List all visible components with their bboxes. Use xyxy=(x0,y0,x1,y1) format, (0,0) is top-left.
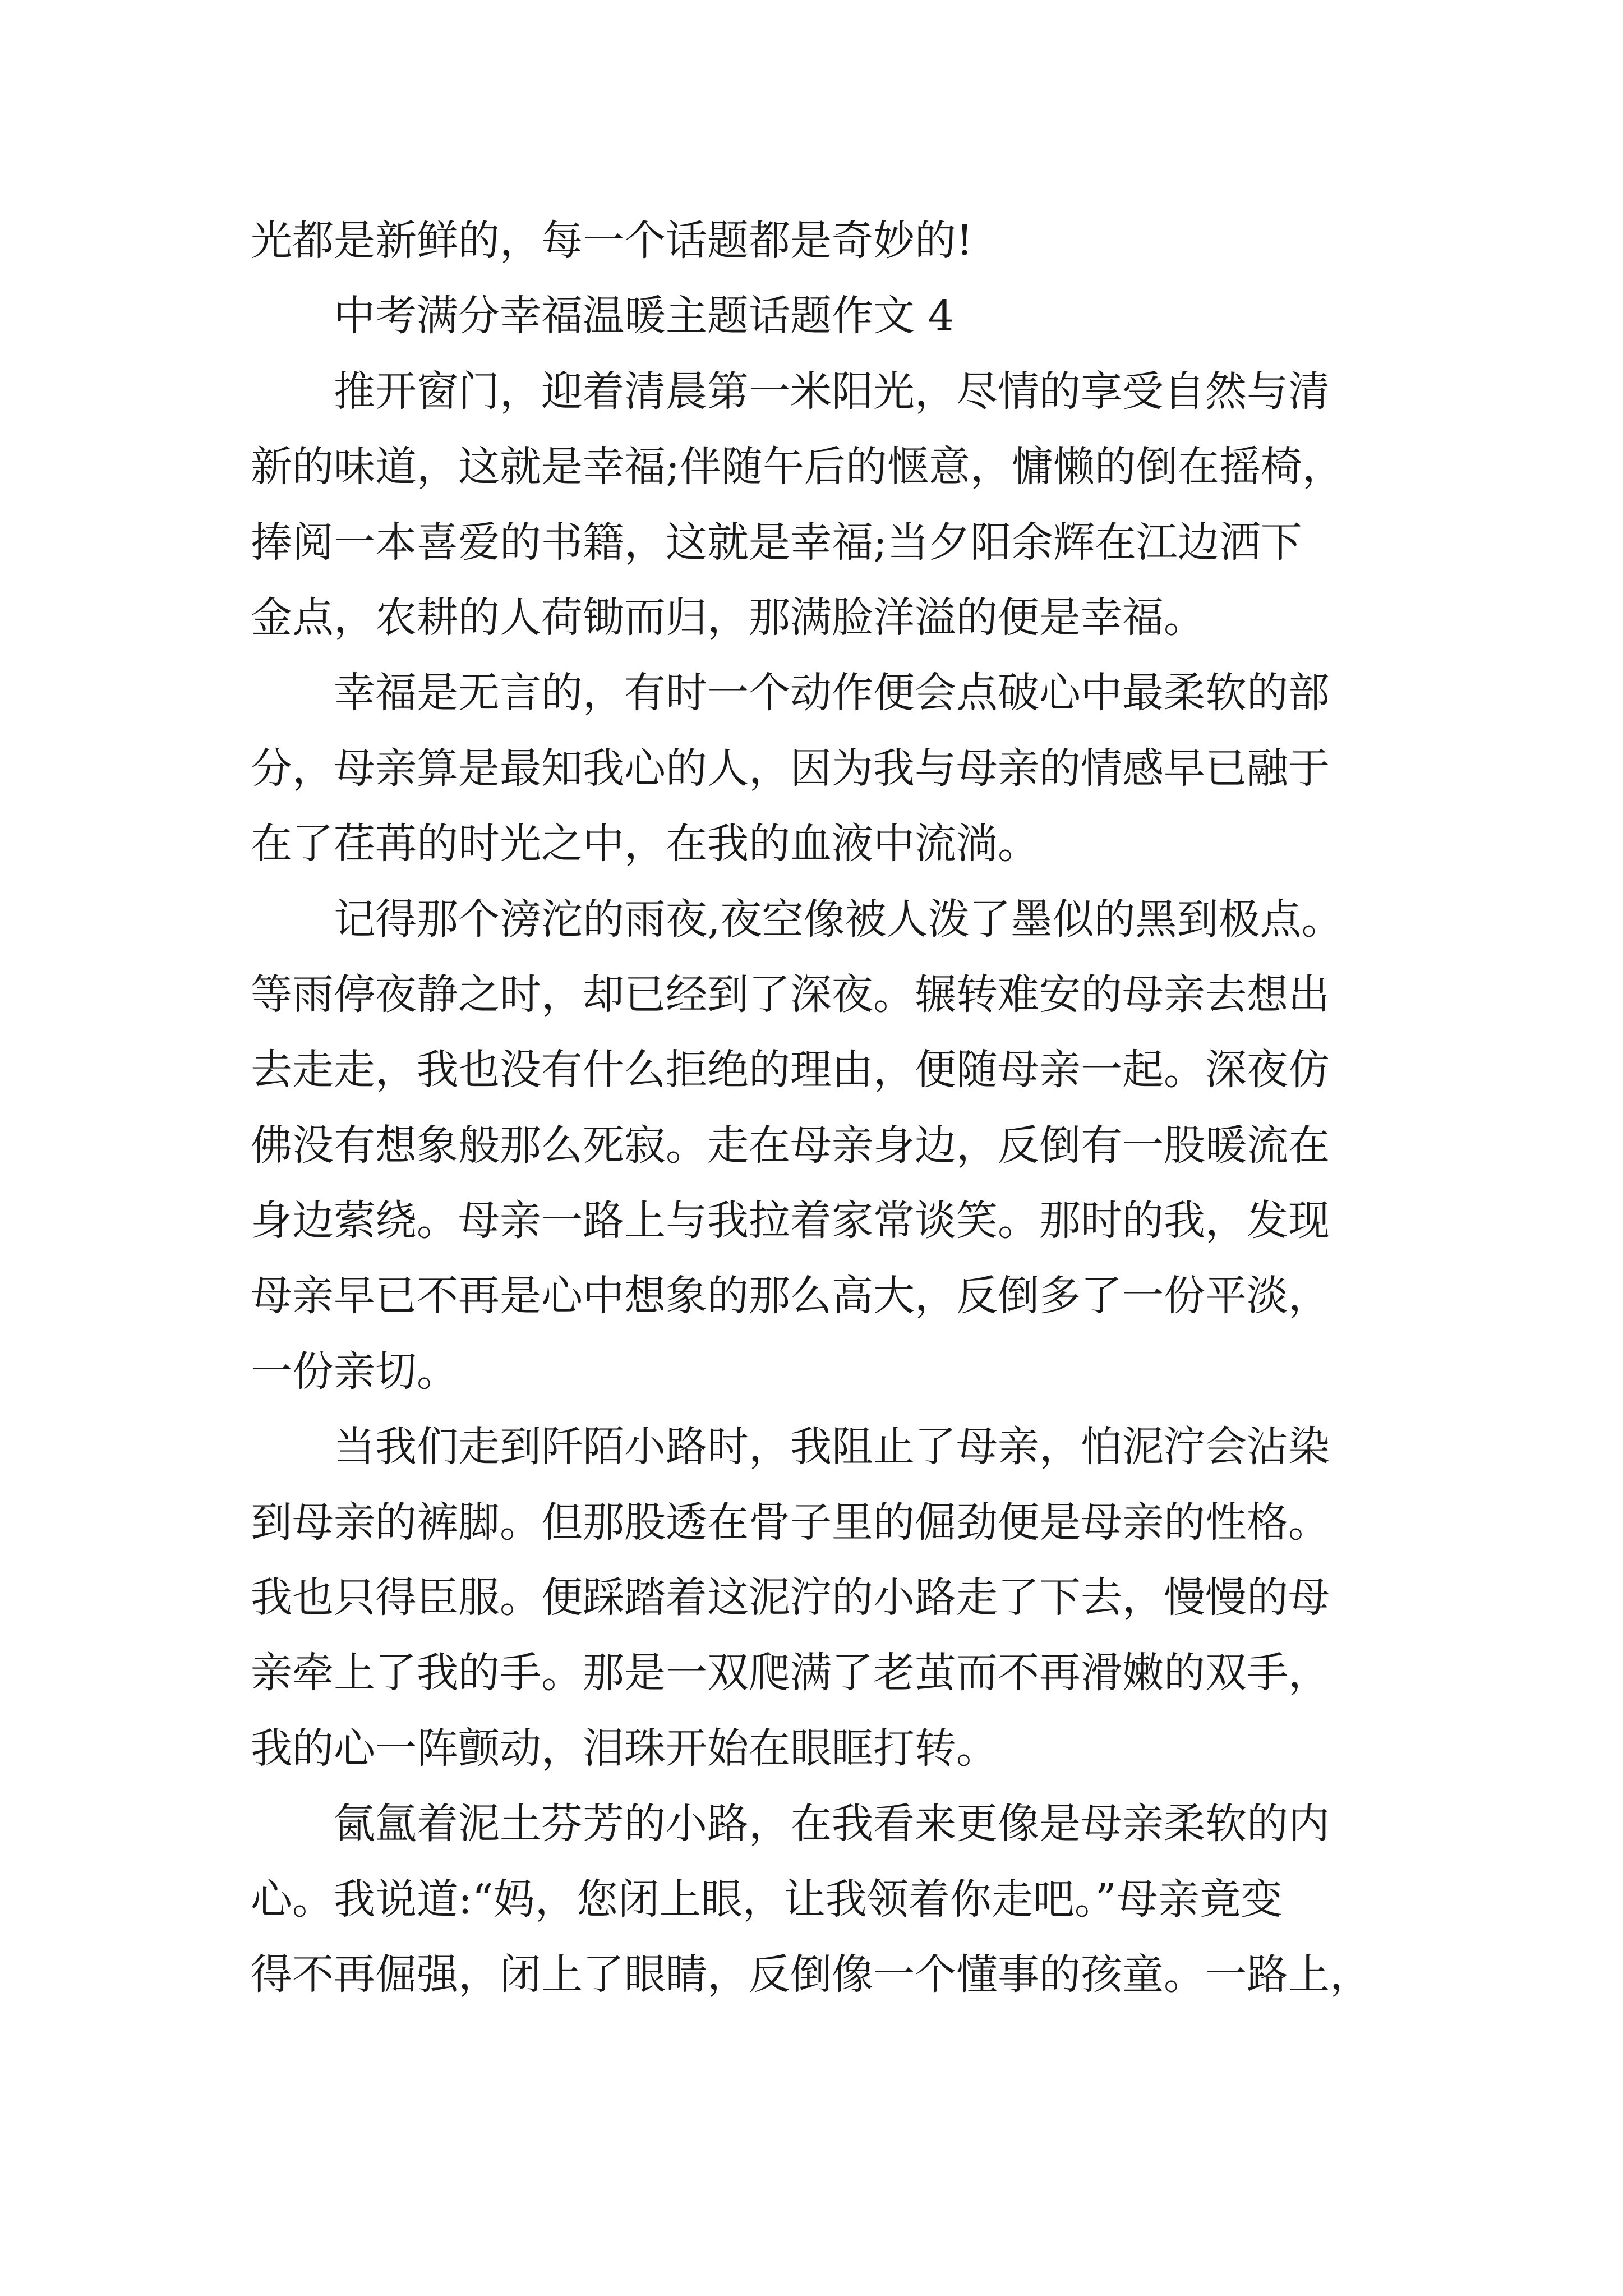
text-line: 亲牵上了我的手。那是一双爬满了老茧而不再滑嫩的双手， xyxy=(251,1649,1330,1697)
text-line: 氤氲着泥土芬芳的小路，在我看来更像是母亲柔软的内 xyxy=(334,1800,1330,1848)
text-line: 金点，农耕的人荷锄而归，那满脸洋溢的便是幸福。 xyxy=(251,593,1205,642)
text-line: 分，母亲算是最知我心的人，因为我与母亲的情感早已融于 xyxy=(251,744,1330,793)
text-line: 新的味道，这就是幸福;伴随午后的惬意，慵懒的倒在摇椅， xyxy=(251,443,1344,491)
text-line: 佛没有想象般那么死寂。走在母亲身边，反倒有一股暖流在 xyxy=(251,1121,1330,1170)
text-line: 捧阅一本喜爱的书籍，这就是幸福;当夕阳余辉在江边洒下 xyxy=(251,518,1302,567)
text-line: 我的心一阵颤动，泪珠开始在眼眶打转。 xyxy=(251,1724,998,1773)
text-line: 去走走，我也没有什么拒绝的理由，便随母亲一起。深夜仿 xyxy=(251,1046,1330,1094)
document-body xyxy=(251,203,1378,2012)
text-line: 幸福是无言的，有时一个动作便会点破心中最柔软的部 xyxy=(334,669,1330,717)
text-line: 推开窗门，迎着清晨第一米阳光，尽情的享受自然与清 xyxy=(334,367,1330,416)
text-line: 得不再倔强，闭上了眼睛，反倒像一个懂事的孩童。一路上， xyxy=(251,1950,1371,1999)
essay-title: 中考满分幸福温暖主题话题作文 4 xyxy=(334,292,955,341)
text-line: 在了荏苒的时光之中，在我的血液中流淌。 xyxy=(251,820,1039,868)
text-line: 一份亲切。 xyxy=(251,1347,458,1396)
text-line: 到母亲的裤脚。但那股透在骨子里的倔劲便是母亲的性格。 xyxy=(251,1498,1330,1547)
text-line: 母亲早已不再是心中想象的那么高大，反倒多了一份平淡， xyxy=(251,1272,1330,1320)
text-line: 心。我说道:“妈，您闭上眼，让我领着你走吧。”母亲竟变 xyxy=(251,1875,1283,1924)
text-line: 记得那个滂沱的雨夜,夜空像被人泼了墨似的黑到极点。 xyxy=(334,895,1343,944)
text-line: 身边萦绕。母亲一路上与我拉着家常谈笑。那时的我，发现 xyxy=(251,1197,1330,1245)
text-line: 等雨停夜静之时，却已经到了深夜。辗转难安的母亲去想出 xyxy=(251,970,1330,1019)
text-line: 光都是新鲜的，每一个话题都是奇妙的! xyxy=(251,217,973,265)
text-line: 我也只得臣服。便踩踏着这泥泞的小路走了下去，慢慢的母 xyxy=(251,1573,1330,1622)
text-line: 当我们走到阡陌小路时，我阻止了母亲，怕泥泞会沾染 xyxy=(334,1423,1330,1471)
